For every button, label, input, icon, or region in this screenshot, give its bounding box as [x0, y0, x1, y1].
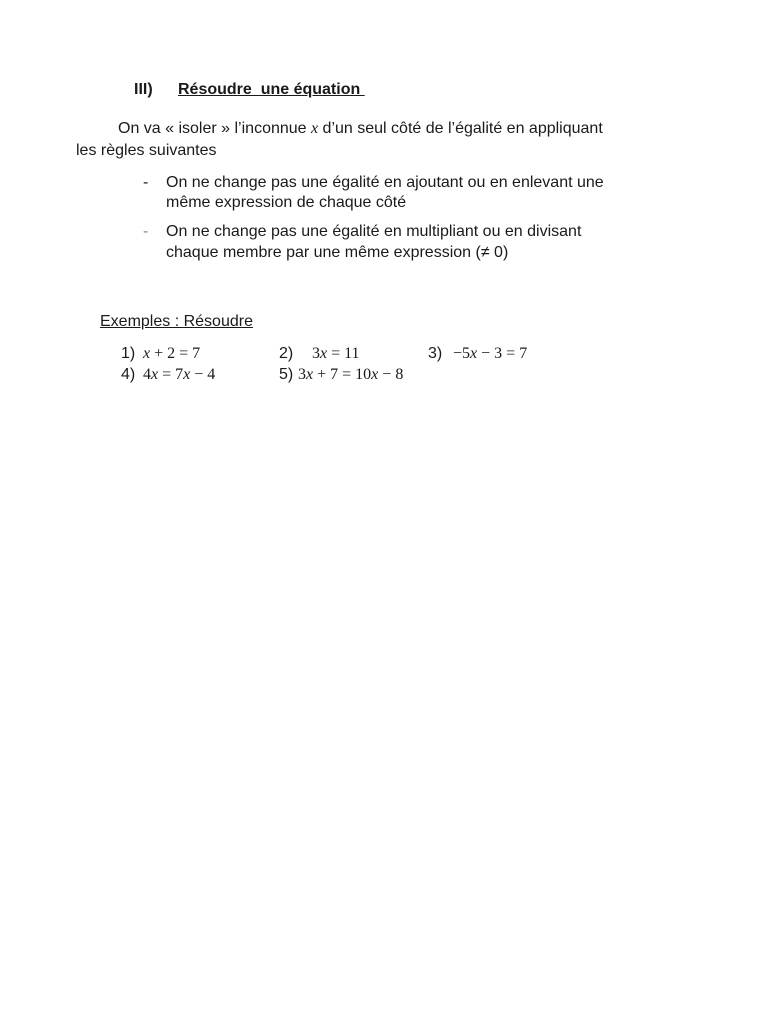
examples-heading: Exemples : Résoudre [100, 313, 253, 330]
intro-variable: x [311, 120, 319, 137]
intro-text-before: On va « isoler » l’inconnue [118, 120, 311, 137]
example-2-equation: 3x = 11 [312, 345, 360, 362]
section-title: Résoudre une équation [178, 81, 365, 98]
example-4-number: 4) [121, 366, 136, 383]
section-number: III) [134, 81, 153, 98]
rule-2-bullet: - [143, 223, 149, 240]
example-1-equation: x + 2 = 7 [143, 345, 201, 362]
intro-line-1 [118, 120, 603, 138]
rule-2-line-2: chaque membre par une même expression (≠ 0) [166, 244, 509, 261]
rule-1-bullet: - [143, 174, 149, 191]
example-1-number: 1) [121, 345, 136, 362]
example-3-equation: −5x − 3 = 7 [453, 345, 528, 362]
intro-line-2: les règles suivantes [76, 142, 217, 159]
rule-1-line-1: On ne change pas une égalité en ajoutant ou en enlevant une [166, 174, 604, 191]
example-3-number: 3) [428, 345, 443, 362]
example-2-number: 2) [279, 345, 294, 362]
rule-1-line-2: même expression de chaque côté [166, 194, 407, 211]
intro-text-after: d’un seul côté de l’égalité en appliquant [318, 120, 603, 137]
example-5-number: 5) [279, 366, 294, 383]
example-5-equation: 3x + 7 = 10x − 8 [298, 366, 404, 383]
example-4-equation: 4x = 7x − 4 [143, 366, 216, 383]
rule-2-line-1: On ne change pas une égalité en multipliant ou en divisant [166, 223, 582, 240]
